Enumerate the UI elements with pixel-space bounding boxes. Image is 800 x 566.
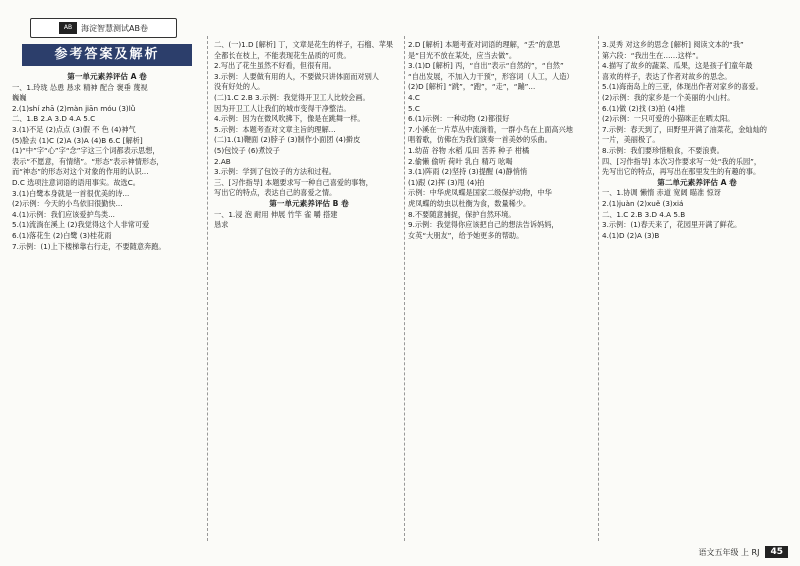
answer-line: 巍巍 [12,93,27,103]
answer-line: 3.示例：学到了包饺子的方法和过程。 [214,167,336,177]
answer-line: 是“目光不放在某处，应当去做”。 [408,50,517,60]
column-2 [214,40,404,231]
answer-line: (1)“中”字“心”字“念”字这三个词都表示思想， [12,146,160,156]
brand-text: 海淀智慧测试AB卷 [81,23,148,33]
answer-line: 6.(1)做 (2)找 (3)拍 (4)推 [602,103,686,113]
answer-line: 4.示例：因为在微风吹拂下，像是在跳舞一样。 [214,114,365,124]
answer-line: 7.示例：春天到了，田野里开满了油菜花，金灿灿的 [602,124,767,134]
answer-line: (二)1.(1)鞭面 (2)脖子 (3)制作小面团 (4)擀皮 [214,135,361,145]
brand-logo-icon: AB [59,22,77,34]
answer-line: 3.(1)阵雨 (2)坚持 (3)提醒 (4)静悄悄 [408,167,528,177]
answer-line: 3.(1)不足 (2)点点 (3)假 不 色 (4)神气 [12,124,136,134]
answer-line: 4.描写了故乡的蔬菜、瓜果，这是孩子们童年最 [602,61,753,71]
answer-line: 6.(1)示例：一种动物 (2)都很好 [408,114,510,124]
answer-line: 二、1.C 2.B 3.D 4.A 5.B [602,209,686,219]
answer-line: 示例：中华虎凤蝶是国家二级保护动物，中华 [408,188,552,198]
answer-line: 2.AB [214,156,231,166]
section-title: 第一单元素养评估 B 卷 [269,198,349,208]
answer-line: 8.示例：我们要珍惜粮食，不要浪费。 [602,145,724,155]
subject-label: 语文五年级 上 RJ [698,547,760,557]
answer-line: 3.示例：人要做有用的人，不要做只讲体面而对别人 [214,71,379,81]
answer-line: 3.(1)白鹭本身就是一首很优美的诗... [12,188,130,198]
answer-line: 一、1.浸 泡 耐用 伸展 竹竿 雀 嚼 搭建 [214,209,338,219]
answer-line: (2)D [解析] “跳”，“跑”，“走”，“蹦”... [408,82,536,92]
answer-line: 2.(1)shí zhā (2)màn jiān móu (3)lǜ [12,103,136,113]
answer-line: 2.D [解析] 本题考查对词语的理解，“丢”的意思 [408,40,561,49]
answer-line: 2.写出了花生虽然不好看，但很有用。 [214,61,336,71]
answer-line: 二、(一)1.D [解析] 丁，文章是花生的样子，石榴、苹果 [214,40,394,49]
page-title: 参考答案及解析 [22,44,192,66]
divider [207,36,209,541]
answer-line: (2)示例：我的家乡是一个美丽的小山村。 [602,92,735,102]
answer-line: 三、[习作指导] 本题要求写一种自己喜爱的事物， [214,177,373,187]
answer-line: 4.C [408,92,420,102]
answer-line: 四、[习作指导] 本次习作要求写一处“我的乐园”， [602,156,762,166]
answer-line: 唱着歌，仿佛在为我们演奏一首美妙的乐曲。 [408,135,552,145]
answer-line: 3.(1)D [解析] 丙，“自出”表示“自然的”，“自然” [408,61,564,71]
answer-line: 7.小溪在一片草丛中流淌着，一群小鸟在上面高兴地 [408,124,573,134]
answer-line: 5.(1)流淌在溪上 (2)我觉得这个人非常可爱 [12,220,150,230]
answer-line: 因为开卫工人让我们的城市变得干净整洁。 [214,103,351,113]
answer-line: 9.示例：我觉得你应该把自己的想法告诉妈妈， [408,220,559,230]
answer-line: 一、1.玲珑 怂恿 恳求 精神 配合 褒垂 蔑视 [12,82,148,92]
brand-label [30,18,177,38]
column-1 [12,72,202,252]
answer-line: 先写出它的特点，再写出在那里发生的有趣的事。 [602,167,761,177]
column-4 [602,40,792,241]
column-3 [408,40,598,241]
answer-line: 表示“不愿意，有情绪”。“形态”表示神情形态， [12,156,164,166]
answer-line: 二、1.B 2.A 3.D 4.A 5.C [12,114,96,124]
answer-line: 2.(1)juàn (2)xuě (3)xiá [602,198,684,208]
answer-line: (5)脸去 (1)C (2)A (3)A (4)B 6.C [解析] [12,135,143,145]
answer-line: 一、1.协调 懒惰 赤道 宽阔 瞄准 惊讶 [602,188,721,198]
divider [404,36,406,541]
answer-line: 5.(1)海南岛上的三亚，体现出作者对家乡的喜爱。 [602,82,763,92]
answer-line: D.C 选项注意词语的语用事实。故选C。 [12,177,140,187]
answer-line: 全都长在枝上，不能表现花生品质的可贵。 [214,50,351,60]
answer-line: 5.示例：本题考查对文章主旨的理解... [214,124,336,134]
answer-line: 3.示例：(1)春天来了，花园里开满了鲜花。 [602,220,742,230]
answer-line: 恳求 [214,220,229,230]
answer-line: (1)跟 (2)挥 (3)甩 (4)拍 [408,177,485,187]
answer-line: 4.(1)D (2)A (3)B [602,230,660,240]
section-title: 第二单元素养评估 A 卷 [657,177,737,187]
answer-line: 没有好处的人。 [214,82,265,92]
answer-line: 7.示例：(1)上下楼梯靠右行走，不要随意奔跑。 [12,241,166,251]
answer-line: 写出它的特点，表达自己的喜爱之情。 [214,188,337,198]
answer-line: (2)示例：一只可爱的小猫咪正在晒太阳。 [602,114,735,124]
answer-line: 3.灵秀 对这乡的思念 [解析] 阅读文本的“我” [602,40,744,49]
answer-line: “自出发展，不加入力干预”，形容词（人工，人造） [408,71,574,81]
page-number: 45 [765,546,788,558]
answer-line: (2)示例：今天的小鸟依旧很勤快... [12,199,123,209]
answer-line: (二)1.C 2.B 3.示例：我觉得开卫工人比较会画。 [214,92,370,102]
answer-line: 8.不要随意捕捉，保护自然环境。 [408,209,516,219]
answer-line: (5)包饺子 (6)煮饺子 [214,145,280,155]
answer-line: 4.(1)示例：我们应该爱护鸟类... [12,209,115,219]
answer-line: 1.幼苗 谷物 水稻 瓜田 苦荞 种子 柑橘 [408,145,530,155]
answer-line: 6.(1)落花生 (2)白鹭 (3)桂花雨 [12,230,112,240]
answer-line: 5.C [408,103,420,113]
answer-line: 一片，美丽极了。 [602,135,660,145]
section-title: 第一单元素养评估 A 卷 [67,72,147,81]
answer-line: 女英“大朋友”，给予她更多的帮助。 [408,230,524,240]
answer-line: 虎凤蝶的幼虫以杜衡为食，数量稀少。 [408,198,531,208]
answer-line: 第六段：“我出生在……这样”。 [602,50,703,60]
page-footer [698,546,788,558]
divider [598,36,600,541]
answer-line: 2.偷懒 偷听 荷叶 乳白 精巧 吆喝 [408,156,513,166]
answer-line: 而“神态”的形态对这个对象的作用的认识... [12,167,149,177]
answer-line: 喜欢的样子，表达了作者对故乡的思念。 [602,71,732,81]
